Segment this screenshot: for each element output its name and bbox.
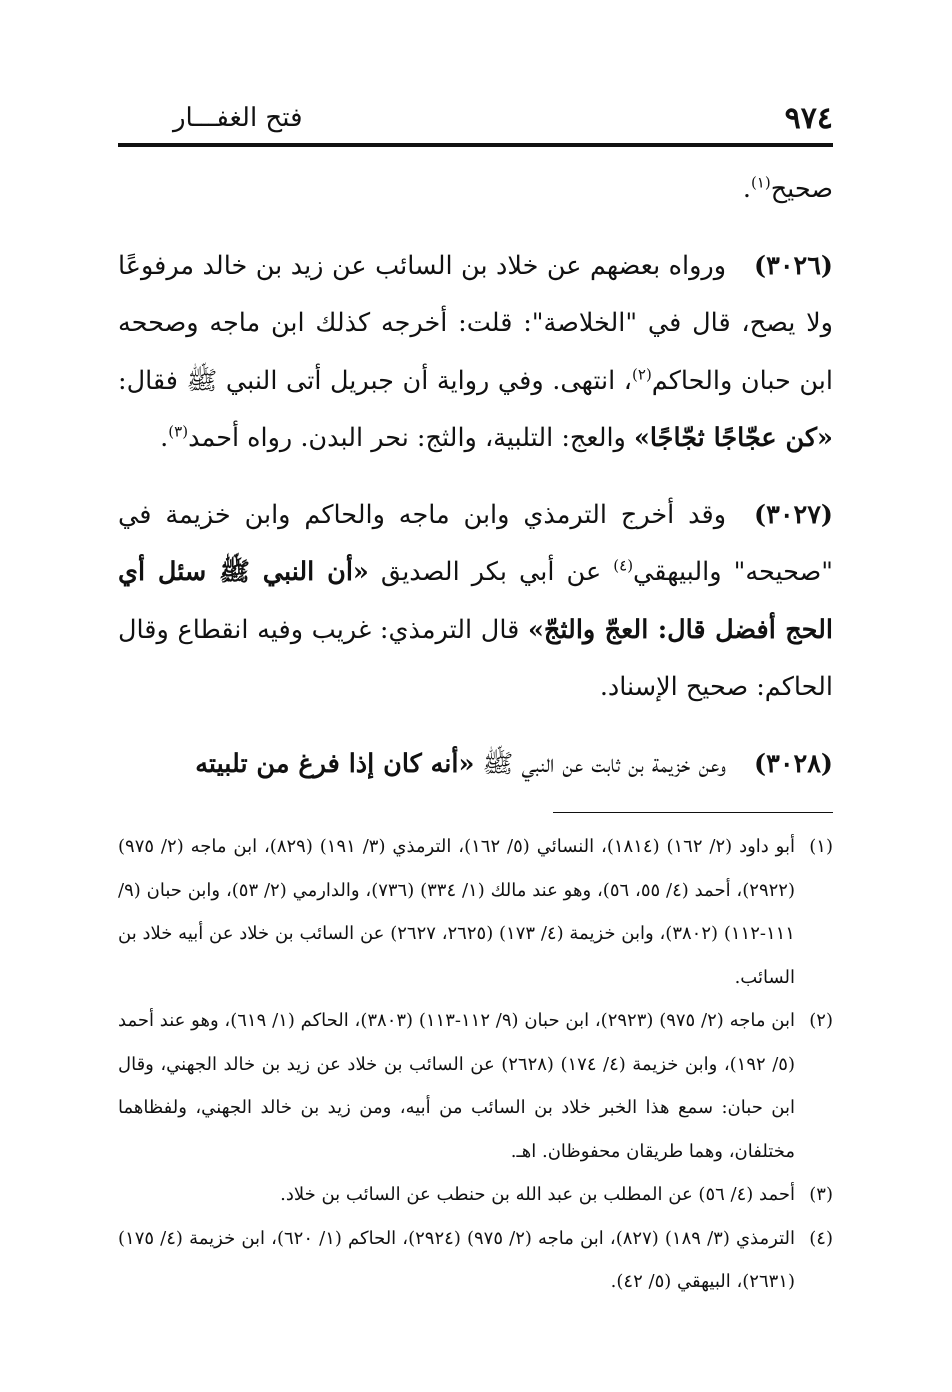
footnote-text: الترمذي (٣/ ١٨٩) (٨٢٧)، ابن ماجه (٢/ ٩٧٥) (٢٩٢٤)، الحاكم (١/ ٦٢٠)، ابن خزيمة (٤/ ١٧٥) (٢٦٣١)، البيهقي (٥/ ٤٢). [118, 1227, 795, 1292]
paragraph-continuation: صحيح$^{(١)}$. [742, 173, 833, 204]
footnote-ref: (١) [750, 173, 771, 192]
footnote-3 [118, 1173, 833, 1217]
hadith-quote: «أن النبي ﷺ سئل أي الحج أفضل قال: العجّ والثجّ» [118, 557, 833, 645]
footnote-ref: (٤) [613, 556, 634, 575]
footnote-4 [118, 1217, 833, 1304]
footnote-label: (٤) [809, 1227, 833, 1249]
hadith-quote: «أنه كان إذا فرغ من تلبيته [195, 748, 475, 779]
page-number: ٩٧٤ [784, 101, 833, 136]
footnote-text: ابن ماجه (٢/ ٩٧٥) (٢٩٢٣)، ابن حبان (٩/ ١١٢-١١٣) (٣٨٠٣)، الحاكم (١/ ٦١٩)، وهو عند أحمد (٥/ ١٩٢)، وابن خزيمة (٤/ ١٧٤) (٢٦٢٨) عن السائب بن خلاد عن زيد بن خالد الجهني، وقال ابن حبان: سمع هذا الخبر خلاد بن السائب من أبيه، ومن زيد بن خالد الجهني، ولفظاهما مختلفان، وهما طريقان محفوظان. اهـ. [118, 1010, 795, 1162]
footnote-text: أحمد (٤/ ٥٦) عن المطلب بن عبد الله بن حنطب عن السائب بن خلاد. [280, 1184, 795, 1205]
footnote-separator [118, 812, 833, 813]
footnote-1 [118, 825, 833, 999]
footnote-2 [118, 999, 833, 1173]
hadith-quote: «كن عجّاجًا ثجّاجًا» [633, 423, 833, 453]
footnote-text: أبو داود (٢/ ١٦٢) (١٨١٤)، النسائي (٥/ ١٦٢)، الترمذي (٣/ ١٩١) (٨٢٩)، ابن ماجه (٢/ ٩٧٥) (٢٩٢٢)، أحمد (٤/ ٥٥، ٥٦)، وهو عند مالك (١/ ٣٣٤) (٧٣٦)، والدارمي (٢/ ٥٣)، وابن حبان (٩/ ١١١-١١٢) (٣٨٠٢)، وابن خزيمة (٤/ ١٧٣) (٢٦٢٥، ٢٦٢٧) عن السائب بن خلاد عن أبيه خلاد بن السائب. [118, 836, 795, 988]
page-header [118, 95, 833, 147]
hadith-number: (٣٠٢٨) [754, 748, 833, 779]
paragraph-3026: (٣٠٢٦)ورواه بعضهم عن خلاد بن السائب عن زيد بن خالد مرفوعًا ولا يصح، قال في "الخلاصة": قلت: أخرجه كذلك ابن ماجه وصححه ابن حبان والحاكم$^{(٢)}$، انتهى. وفي رواية أن جبريل أتى النبي ﷺ فقال: «كن عجّاجًا ثجّاجًا» والعج: التلبية، والثج: نحر البدن. رواه أحمد$^{(٣)}$. [118, 250, 833, 453]
footnote-label: (٢) [809, 1010, 833, 1031]
main-text [118, 161, 833, 793]
paragraph-3027: (٣٠٢٧)وقد أخرج الترمذي وابن ماجه والحاكم وابن خزيمة في "صحيحه" والبيهقي$^{(٤)}$ عن أبي بكر الصديق «أن النبي ﷺ سئل أي الحج أفضل قال: العجّ والثجّ» قال الترمذي: غريب وفيه انقطاع وقال الحاكم: صحيح الإسناد. [118, 499, 833, 702]
footnote-ref: (٣) [168, 422, 189, 441]
running-title: فتح الغفـــار [173, 103, 303, 133]
footnote-label: (٣) [809, 1184, 833, 1205]
paragraph-3028: (٣٠٢٨)وعن خزيمة بن ثابت عن النبي ﷺ «أنه كان إذا فرغ من تلبيته [195, 748, 833, 779]
footnotes [118, 825, 833, 1304]
page [118, 95, 833, 1304]
footnote-ref: (٢) [632, 365, 652, 383]
hadith-number: (٣٠٢٦) [754, 250, 833, 281]
footnote-label: (١) [809, 836, 833, 857]
hadith-number: (٣٠٢٧) [754, 499, 833, 530]
